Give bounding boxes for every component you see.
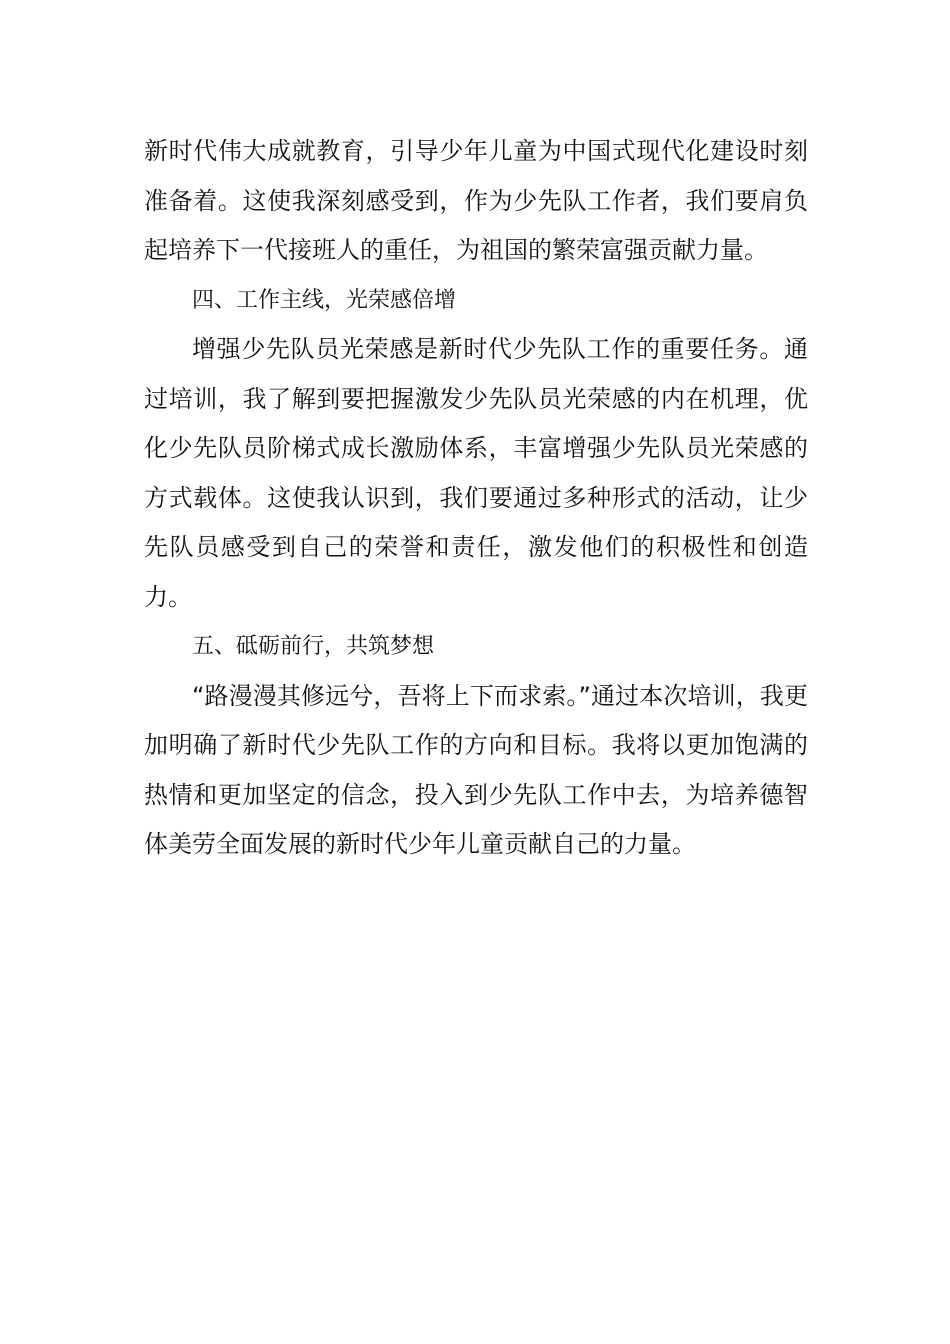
section-heading: 四、工作主线，光荣感倍增 — [192, 287, 457, 313]
body-paragraph: 新时代伟大成就教育，引导少年儿童为中国式现代化建设时刻准备着。这使我深刻感受到，作为少先队工作者，我们要肩负起培养下一代接班人的重任，为祖国的繁荣富强贡献力量。 — [144, 137, 808, 264]
body-paragraph: “路漫漫其修远兮，吾将上下而求索。”通过本次培训，我更加明确了新时代少先队工作的方向和目标。我将以更加饱满的热情和更加坚定的信念，投入到少先队工作中去，为培养德智体美劳全面发展的新时代少年儿童贡献自己的力量。 — [144, 681, 808, 858]
body-paragraph: 增强少先队员光荣感是新时代少先队工作的重要任务。通过培训，我了解到要把握激发少先队员光荣感的内在机理，优化少先队员阶梯式成长激励体系，丰富增强少先队员光荣感的方式载体。这使我认识到，我们要通过多种形式的活动，让少先队员感受到自己的荣誉和责任，激发他们的积极性和创造力。 — [144, 335, 808, 611]
section-heading: 五、砥砺前行，共筑梦想 — [192, 634, 435, 659]
document-body — [144, 127, 808, 870]
